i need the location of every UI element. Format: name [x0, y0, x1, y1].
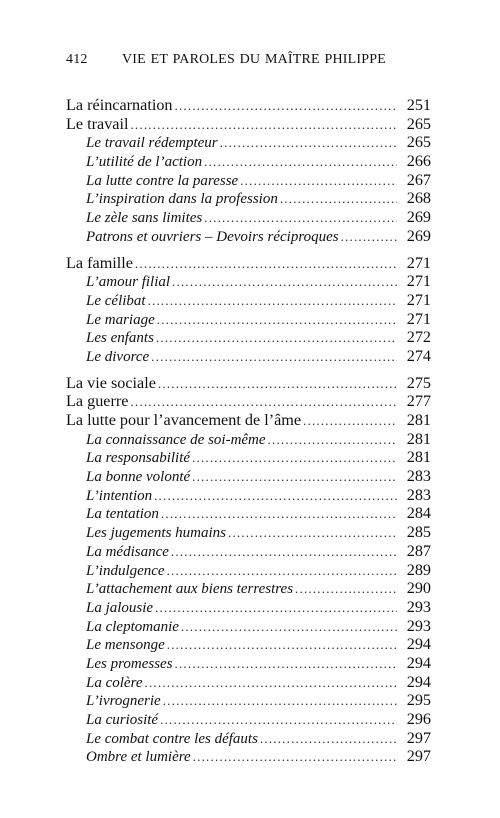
toc-entry-title: L’utilité de l’action	[86, 154, 203, 171]
dot-leader	[303, 412, 397, 431]
toc-entry	[66, 115, 431, 134]
toc-entry-page: 265	[406, 133, 431, 152]
running-title: VIE ET PAROLES DU MAÎTRE PHILIPPE	[122, 52, 387, 67]
toc-entry-title: La famille	[66, 253, 133, 272]
toc-subentry	[66, 448, 431, 467]
toc-subentry	[66, 328, 431, 347]
toc-entry-page: 271	[406, 253, 431, 272]
toc-entry-page: 265	[406, 114, 431, 133]
dot-leader	[181, 618, 397, 637]
dot-leader	[135, 255, 397, 274]
toc-entry-title: Les promesses	[86, 655, 173, 672]
toc-entry-title: L’intention	[86, 487, 153, 504]
dot-leader	[145, 674, 397, 693]
toc-entry-title: La curiosité	[86, 712, 159, 728]
toc-entry-page: 281	[406, 411, 431, 429]
dot-leader	[160, 711, 397, 730]
toc-entry-title: Les enfants	[86, 330, 154, 347]
dot-leader	[163, 692, 397, 711]
table-of-contents	[66, 96, 431, 766]
toc-entry-title: L’attachement aux biens terrestres	[86, 581, 294, 598]
toc-entry-title: Le travail rédempteur	[86, 135, 218, 152]
dot-leader	[151, 348, 397, 367]
toc-entry-page: 267	[406, 170, 431, 189]
toc-subentry	[66, 635, 431, 654]
toc-entry-title: La guerre	[66, 392, 129, 411]
dot-leader	[260, 730, 397, 749]
dot-leader	[268, 431, 397, 450]
toc-entry-page: 271	[406, 272, 431, 291]
toc-entry-title: La vie sociale	[66, 373, 156, 392]
dot-leader	[280, 190, 397, 209]
dot-leader	[156, 329, 397, 348]
toc-section	[66, 96, 431, 246]
dot-leader	[193, 748, 397, 767]
toc-subentry	[66, 467, 431, 486]
toc-entry-page: 294	[406, 672, 431, 691]
page-header	[66, 52, 440, 72]
page-number: 412	[66, 52, 88, 67]
toc-entry	[66, 96, 431, 115]
dot-leader	[154, 487, 397, 506]
toc-subentry	[66, 747, 431, 766]
toc-subentry	[66, 189, 431, 208]
toc-entry-page: 272	[406, 328, 431, 347]
toc-entry-page: 271	[406, 290, 431, 309]
dot-leader	[240, 172, 397, 191]
toc-entry-title: Le célibat	[86, 292, 146, 309]
dot-leader	[167, 636, 397, 655]
toc-subentry	[66, 504, 431, 523]
dot-leader	[171, 543, 397, 562]
dot-leader	[228, 524, 397, 543]
toc-entry-page: 275	[406, 373, 431, 392]
dot-leader	[175, 655, 397, 674]
dot-leader	[192, 449, 397, 468]
toc-subentry	[66, 430, 431, 449]
toc-subentry	[66, 598, 431, 617]
toc-entry-title: Le travail	[66, 114, 129, 133]
toc-entry-page: 281	[406, 429, 431, 448]
toc-subentry	[66, 542, 431, 561]
toc-subentry	[66, 227, 431, 246]
toc-subentry	[66, 347, 431, 366]
toc-entry-title: La jalousie	[86, 599, 154, 616]
dot-leader	[295, 580, 397, 599]
toc-entry	[66, 254, 431, 273]
toc-entry	[66, 411, 431, 430]
toc-entry-title: La lutte pour l’avancement de l’âme	[66, 411, 302, 429]
toc-entry-title: La bonne volonté	[86, 469, 191, 486]
toc-subentry	[66, 729, 431, 748]
toc-subentry	[66, 673, 431, 692]
toc-entry-page: 283	[406, 467, 431, 486]
toc-section	[66, 254, 431, 366]
dot-leader	[130, 116, 397, 135]
toc-subentry	[66, 291, 431, 310]
toc-entry-page: 274	[406, 346, 431, 365]
toc-entry-title: L’ivrognerie	[86, 693, 161, 710]
dot-leader	[204, 209, 397, 228]
dot-leader	[175, 97, 397, 116]
dot-leader	[148, 292, 397, 311]
dot-leader	[341, 228, 397, 247]
toc-subentry	[66, 710, 431, 729]
toc-entry-page: 281	[406, 448, 431, 467]
toc-entry-page: 268	[406, 189, 431, 208]
toc-entry-page: 297	[406, 728, 431, 747]
dot-leader	[220, 134, 397, 153]
toc-entry-page: 289	[406, 560, 431, 579]
toc-entry-page: 293	[406, 616, 431, 635]
toc-entry-title: La responsabilité	[86, 450, 191, 467]
toc-entry-title: L’inspiration dans la profession	[86, 191, 278, 208]
dot-leader	[130, 393, 397, 412]
toc-subentry	[66, 208, 431, 227]
dot-leader	[155, 599, 397, 618]
toc-entry-page: 251	[406, 96, 431, 114]
toc-entry-title: La tentation	[86, 506, 159, 523]
toc-entry-title: La médisance	[86, 543, 169, 560]
toc-entry-title: Les jugements humains	[86, 525, 226, 542]
dot-leader	[157, 311, 397, 330]
toc-entry-title: La cleptomanie	[86, 618, 179, 635]
toc-entry-page: 285	[406, 523, 431, 542]
toc-entry-page: 290	[406, 579, 431, 598]
toc-entry-page: 271	[406, 309, 431, 328]
toc-subentry	[66, 617, 431, 636]
dot-leader	[161, 505, 397, 524]
toc-entry-title: La colère	[86, 674, 143, 691]
toc-entry-title: L’amour filial	[86, 274, 171, 291]
toc-subentry	[66, 561, 431, 580]
toc-entry-title: La lutte contre la paresse	[86, 172, 239, 189]
toc-subentry	[66, 523, 431, 542]
toc-subentry	[66, 654, 431, 673]
toc-entry-title: Le zèle sans limites	[86, 210, 203, 227]
dot-leader	[172, 273, 397, 292]
toc-entry-page: 293	[406, 597, 431, 616]
toc-section	[66, 374, 431, 766]
toc-entry-title: Le mensonge	[86, 637, 165, 654]
toc-subentry	[66, 171, 431, 190]
toc-entry-title: Patrons et ouvriers – Devoirs réciproques	[86, 228, 339, 245]
toc-entry-page: 294	[406, 635, 431, 654]
dot-leader	[158, 375, 397, 394]
toc-subentry	[66, 152, 431, 171]
toc-entry-page: 277	[406, 392, 431, 411]
toc-entry-title: Le divorce	[86, 348, 150, 365]
toc-entry-page: 297	[406, 747, 431, 766]
toc-entry-page: 294	[406, 653, 431, 672]
toc-subentry	[66, 579, 431, 598]
toc-subentry	[66, 486, 431, 505]
toc-subentry	[66, 133, 431, 152]
toc-entry-page: 269	[406, 226, 431, 245]
toc-subentry	[66, 310, 431, 329]
toc-subentry	[66, 272, 431, 291]
toc-entry-page: 284	[406, 504, 431, 523]
dot-leader	[167, 562, 397, 581]
toc-entry-page: 295	[406, 691, 431, 710]
toc-subentry	[66, 691, 431, 710]
toc-entry-title: Le combat contre les défauts	[86, 730, 258, 747]
toc-entry-page: 283	[406, 485, 431, 504]
dot-leader	[204, 153, 397, 172]
toc-entry	[66, 392, 431, 411]
toc-entry-title: Ombre et lumière	[86, 749, 191, 766]
toc-entry-page: 266	[406, 152, 431, 171]
toc-entry-title: La réincarnation	[66, 96, 173, 114]
toc-entry-page: 296	[406, 710, 431, 728]
toc-entry-page: 287	[406, 541, 431, 560]
toc-entry-title: Le mariage	[86, 311, 155, 328]
toc-entry-title: L’indulgence	[86, 562, 165, 579]
dot-leader	[192, 468, 397, 487]
toc-entry	[66, 374, 431, 393]
toc-entry-page: 269	[406, 208, 431, 227]
toc-entry-title: La connaissance de soi-même	[86, 431, 266, 448]
